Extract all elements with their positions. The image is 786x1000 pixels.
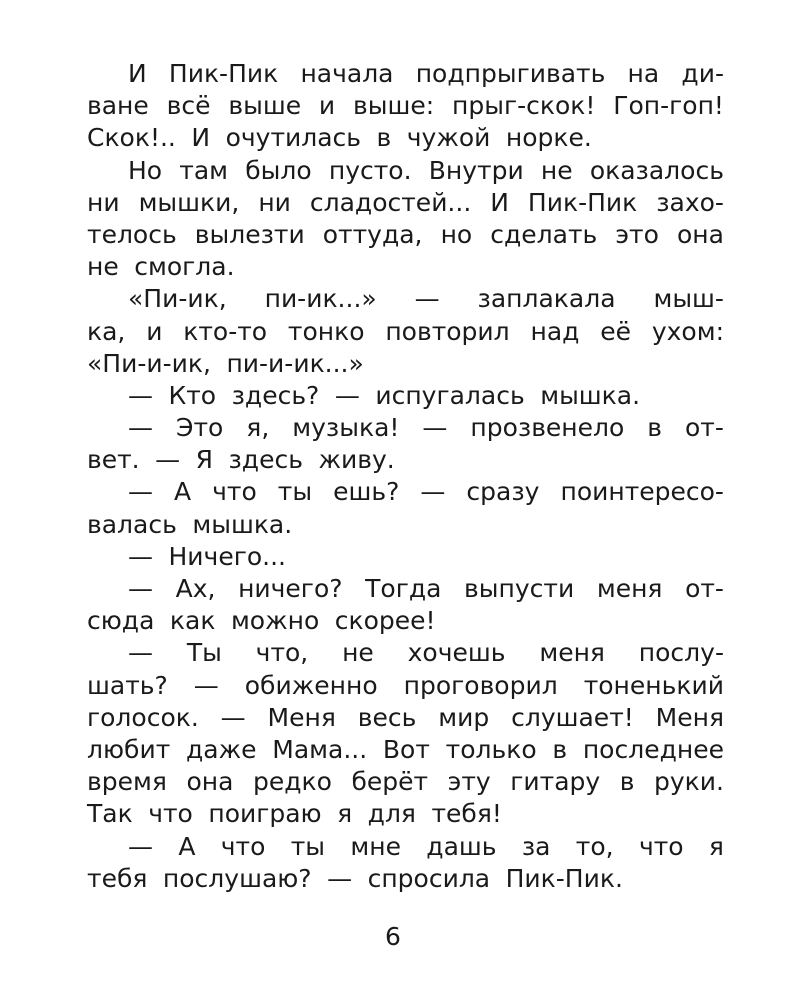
word: Я: [195, 445, 213, 475]
word: Ничего...: [168, 541, 286, 571]
word: Ах,: [175, 574, 216, 603]
text-line: [87, 283, 724, 315]
word: время: [87, 767, 167, 797]
word: гитару: [510, 767, 601, 797]
word: слушает!: [511, 702, 634, 732]
text-line: [87, 187, 724, 219]
text-line: [87, 573, 724, 605]
word: сразу: [466, 477, 540, 507]
text-line: [87, 637, 724, 669]
word: от-: [685, 574, 724, 603]
word: Гоп-гоп!: [613, 91, 724, 121]
word: можно: [230, 606, 320, 636]
word: ты: [290, 831, 326, 861]
word: что,: [255, 638, 309, 668]
word: послушаю?: [162, 863, 312, 893]
word: —: [128, 477, 153, 507]
word: —: [334, 380, 360, 410]
word: ване: [87, 91, 149, 121]
text-line: [87, 122, 724, 154]
word: —: [128, 541, 153, 571]
text-line: [87, 316, 724, 348]
text-line: [87, 412, 724, 444]
text-line: [87, 219, 724, 251]
word: —: [128, 380, 153, 410]
word: меня: [596, 574, 663, 603]
word: шать?: [87, 670, 168, 700]
word: И: [191, 123, 211, 153]
word: что: [148, 799, 193, 829]
word: Вот: [382, 734, 430, 764]
word: обиженно: [244, 670, 378, 700]
word: в: [376, 123, 392, 153]
word: проговорил: [403, 670, 558, 700]
text-line: [87, 155, 724, 187]
word: И: [490, 187, 509, 217]
word: И: [128, 59, 147, 88]
word: она: [186, 767, 234, 797]
word: меня: [539, 638, 605, 668]
word: я: [708, 831, 724, 861]
word: —: [128, 831, 153, 861]
word: —: [220, 702, 246, 732]
text-line: [87, 605, 724, 637]
word: ди-: [681, 59, 724, 88]
word: хочешь: [407, 638, 506, 668]
word: в: [552, 734, 568, 764]
word: пусто.: [328, 155, 412, 185]
word: здесь: [228, 445, 303, 475]
word: и: [146, 316, 163, 346]
word: Меня: [267, 702, 336, 732]
word: захо-: [656, 187, 724, 217]
word: только: [445, 734, 537, 764]
story-text: [87, 58, 724, 895]
word: «Пи-и-ик,: [87, 348, 211, 378]
word: заплакала: [477, 284, 616, 314]
word: Но: [128, 155, 163, 185]
word: голосок.: [87, 702, 199, 732]
word: её: [600, 316, 632, 346]
word: подпрыгивать: [415, 59, 606, 88]
word: тебя!: [431, 799, 502, 829]
word: —: [128, 638, 153, 668]
text-line: [87, 702, 724, 734]
word: Пик-Пик: [168, 59, 279, 88]
page-number: 6: [385, 922, 401, 951]
word: любит: [87, 734, 171, 764]
word: кто-то: [183, 316, 268, 346]
word: вылезти: [194, 219, 305, 249]
word: начала: [300, 59, 394, 88]
word: что: [220, 831, 266, 861]
word: то,: [575, 831, 614, 861]
word: всё: [166, 91, 211, 121]
word: тебя: [87, 863, 148, 893]
word: «Пи-ик,: [128, 284, 227, 314]
word: смогла.: [134, 252, 235, 282]
text-line: [87, 444, 724, 476]
word: я,: [246, 413, 270, 443]
word: вет.: [87, 445, 140, 475]
word: живу.: [318, 445, 395, 475]
word: Это: [175, 413, 224, 443]
word: —: [422, 413, 448, 443]
word: —: [155, 445, 181, 475]
word: телось: [87, 219, 177, 249]
word: выше: [228, 91, 302, 121]
word: не: [540, 155, 573, 185]
word: —: [128, 574, 153, 603]
word: мышка.: [540, 380, 641, 410]
word: —: [420, 477, 446, 507]
word: не: [342, 638, 374, 668]
word: ты: [277, 477, 313, 507]
word: в: [647, 413, 663, 443]
word: сюда: [87, 606, 155, 636]
word: очутилась: [225, 123, 362, 153]
word: эту: [447, 767, 491, 797]
word: как: [169, 606, 216, 636]
word: в: [619, 767, 635, 797]
word: тоненький: [583, 670, 724, 700]
word: мышки,: [138, 187, 240, 217]
text-line: [87, 509, 724, 541]
word: ничего?: [238, 574, 343, 603]
word: Тогда: [365, 574, 442, 603]
text-line: [87, 476, 724, 508]
text-line: [87, 734, 724, 766]
word: ухом:: [651, 316, 724, 346]
word: за: [521, 831, 551, 861]
word: Пик-Пик.: [505, 863, 623, 893]
word: музыка!: [292, 413, 400, 443]
text-line: [87, 380, 724, 412]
word: для: [367, 799, 416, 829]
word: ни: [258, 187, 291, 217]
word: валась: [87, 509, 177, 539]
word: над: [530, 316, 580, 346]
word: Кто: [168, 380, 217, 410]
word: ка,: [87, 316, 126, 346]
word: редко: [252, 767, 332, 797]
text-line: [87, 766, 724, 798]
word: мне: [350, 831, 401, 861]
word: ешь?: [333, 477, 400, 507]
word: пи-и-ик...»: [226, 348, 364, 378]
word: пи-ик...»: [264, 284, 377, 314]
text-line: [87, 798, 724, 830]
word: норке.: [505, 123, 592, 153]
word: Мама...: [272, 734, 368, 764]
text-line: [87, 541, 724, 573]
word: сделать: [490, 219, 598, 249]
word: прыг-скок!: [452, 91, 596, 121]
word: —: [193, 670, 219, 700]
word: ни: [87, 187, 120, 217]
word: —: [414, 284, 440, 314]
word: что: [638, 831, 684, 861]
word: сладостей...: [309, 187, 472, 217]
word: —: [128, 413, 153, 443]
word: Меня: [655, 702, 724, 732]
word: выпусти: [464, 574, 575, 603]
word: Так: [87, 799, 133, 829]
word: здесь?: [231, 380, 320, 410]
word: Внутри: [428, 155, 524, 185]
word: это: [615, 219, 659, 249]
word: мышка.: [192, 509, 293, 539]
word: послу-: [638, 638, 724, 668]
word: Ты: [186, 638, 222, 668]
word: было: [245, 155, 312, 185]
word: прозвенело: [470, 413, 625, 443]
word: тонко: [287, 316, 365, 346]
word: Скок!..: [87, 123, 176, 153]
text-line: [87, 670, 724, 702]
word: я: [337, 799, 353, 829]
word: скорее!: [334, 606, 436, 636]
word: не: [87, 252, 119, 282]
word: от-: [685, 413, 724, 443]
text-line: [87, 90, 724, 122]
word: последнее: [582, 734, 724, 764]
word: руки.: [654, 767, 724, 797]
word: Пик-Пик: [527, 187, 638, 217]
word: оказалось: [589, 155, 724, 185]
word: даже: [186, 734, 257, 764]
word: но: [440, 219, 473, 249]
word: поиграю: [208, 799, 322, 829]
text-line: [87, 251, 724, 283]
word: А: [174, 477, 192, 507]
text-line: [87, 831, 724, 863]
word: дашь: [426, 831, 497, 861]
word: она: [676, 219, 724, 249]
word: поинтересо-: [560, 477, 724, 507]
word: испугалась: [375, 380, 525, 410]
word: —: [327, 863, 353, 893]
text-line: [87, 348, 724, 380]
word: что: [212, 477, 257, 507]
word: и: [318, 91, 336, 121]
word: А: [178, 831, 196, 861]
word: повторил: [385, 316, 510, 346]
word: мир: [438, 702, 490, 732]
word: на: [627, 59, 660, 88]
word: выше:: [353, 91, 435, 121]
word: мыш-: [653, 284, 724, 314]
text-line: [87, 58, 724, 90]
text-line: [87, 863, 724, 895]
word: берёт: [351, 767, 429, 797]
word: там: [179, 155, 229, 185]
word: чужой: [406, 123, 491, 153]
word: оттуда,: [322, 219, 423, 249]
word: спросила: [367, 863, 491, 893]
word: весь: [357, 702, 417, 732]
